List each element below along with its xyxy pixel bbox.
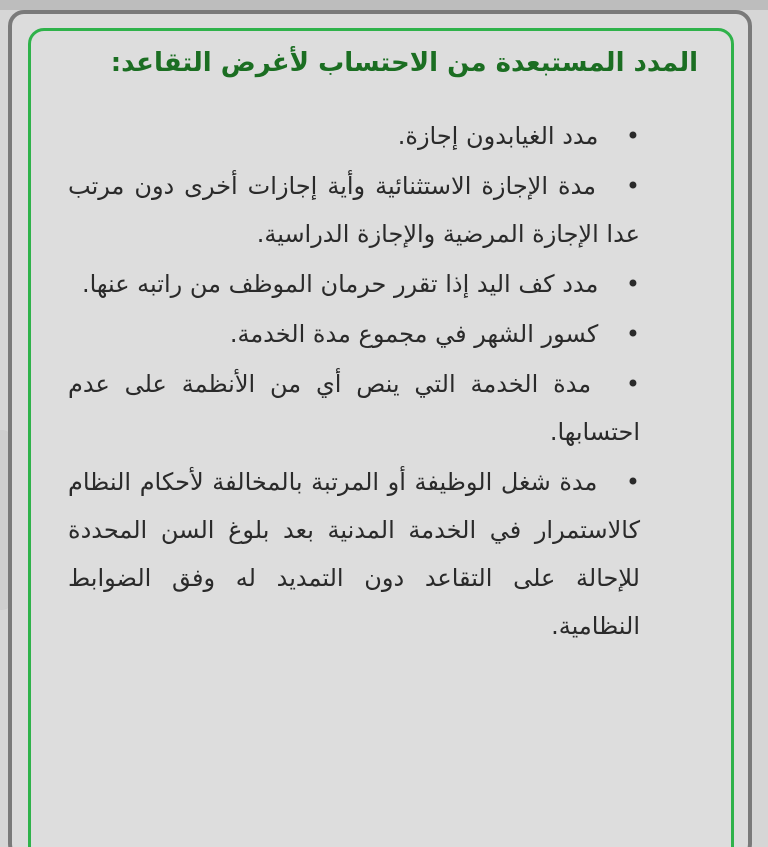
bullet-icon: • [625,172,640,200]
bullet-icon: • [625,468,640,496]
section-heading: المدد المستبعدة من الاحتساب لأغرض التقاعد: [110,48,698,78]
list-item [68,260,640,308]
list-item-text: كسور الشهر في مجموع مدة الخدمة. [229,320,599,348]
list-item-text: مدة شغل الوظيفة أو المرتبة بالمخالفة لأحكام النظام كالاستمرار في الخدمة المدنية بعد بلوغ السن المحددة للإحالة على التقاعد دون التمديد له وفق الضوابط النظامية. [68,468,640,640]
list-item-text: مدد الغيابدون إجازة. [397,122,599,150]
list-item [68,162,640,258]
list-item [68,112,640,160]
list-item-text: مدة الإجازة الاستثنائية وأية إجازات أخرى دون مرتب عدا الإجازة المرضية والإجازة الدراسية. [68,172,640,248]
top-strip [0,0,768,10]
list-item-text: مدد كف اليد إذا تقرر حرمان الموظف من راتبه عنها. [81,270,599,298]
bullet-icon: • [625,122,640,150]
exclusion-list [68,112,640,652]
list-item-text: مدة الخدمة التي ينص أي من الأنظمة على عدم احتسابها. [68,370,640,446]
bullet-icon: • [625,270,640,298]
list-item [68,310,640,358]
list-item [68,458,640,650]
bullet-icon: • [625,370,640,398]
list-item [68,360,640,456]
bullet-icon: • [625,320,640,348]
